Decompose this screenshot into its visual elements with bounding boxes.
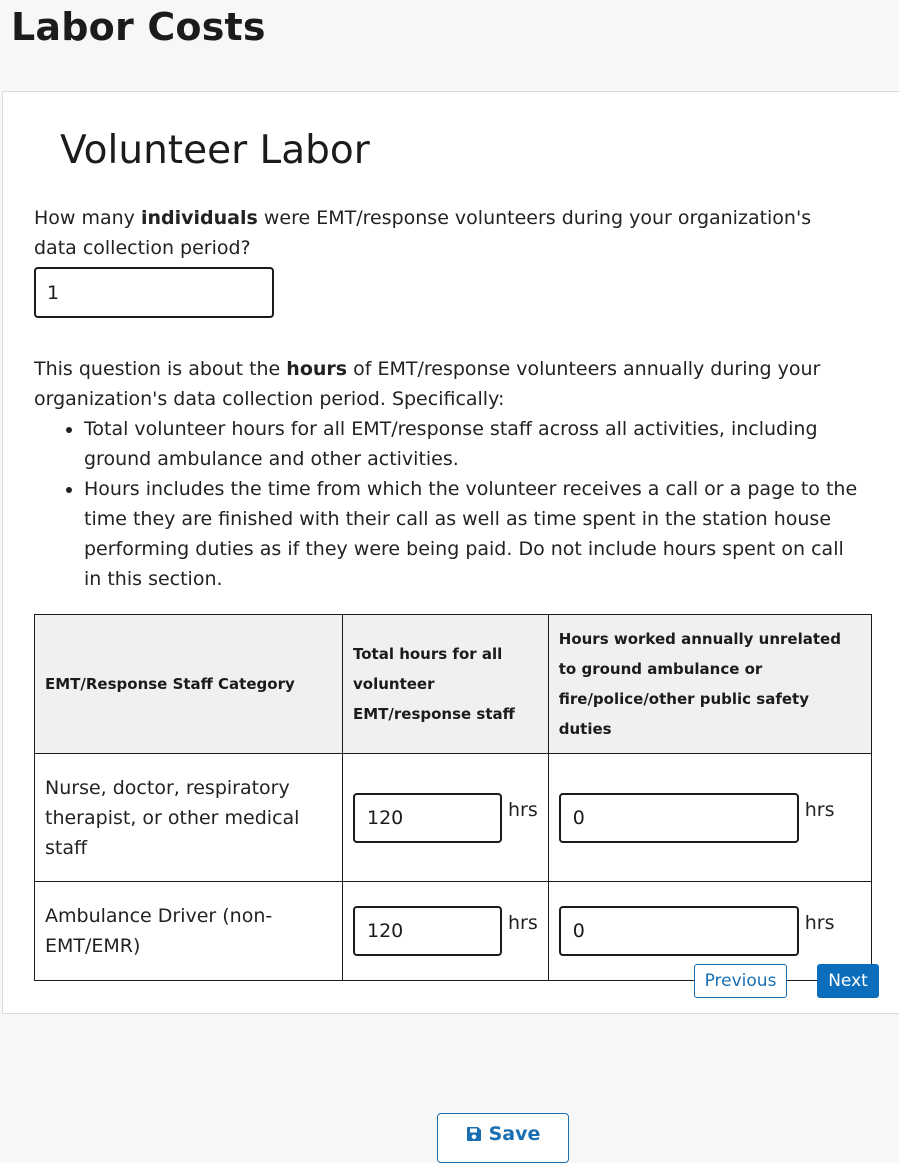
individuals-question: [34, 203, 854, 263]
q1-text-end: were EMT/response volunteers during your organization's data collection period?: [34, 207, 812, 259]
previous-button[interactable]: Previous: [694, 964, 787, 998]
section-title: Volunteer Labor: [60, 128, 370, 173]
q2-text-end: of EMT/response volunteers annually during your organization's data collection period. Specifically:: [34, 358, 821, 410]
unrelated-hours-cell: [548, 754, 871, 882]
page-title: Labor Costs: [11, 5, 266, 49]
header-total-hours: Total hours for all volunteer EMT/response staff: [343, 615, 549, 754]
table-header-row: [35, 615, 872, 754]
hrs-unit-label: hrs: [508, 798, 538, 821]
total-hours-input[interactable]: [353, 906, 502, 956]
staff-category-cell: Ambulance Driver (non-EMT/EMR): [35, 882, 343, 981]
staff-category-cell: Nurse, doctor, respiratory therapist, or other medical staff: [35, 754, 343, 882]
hrs-unit-label: hrs: [508, 912, 538, 934]
q1-emphasis: individuals: [140, 207, 258, 229]
q1-text-start: How many: [34, 207, 141, 229]
volunteer-labor-card: [2, 91, 899, 1014]
volunteer-hours-table: [34, 614, 872, 981]
floppy-disk-icon: [466, 1126, 482, 1142]
hours-bullet-list: [34, 414, 864, 594]
header-staff-category: EMT/Response Staff Category: [35, 615, 343, 754]
unrelated-hours-input[interactable]: [559, 793, 799, 843]
hours-question: [34, 354, 864, 594]
unrelated-hours-input[interactable]: [559, 906, 799, 956]
table-row: [35, 754, 872, 882]
hrs-unit-label: hrs: [804, 912, 835, 934]
hrs-unit-label: hrs: [804, 798, 835, 821]
individuals-count-input[interactable]: [34, 267, 274, 318]
bullet-item: • Total volunteer hours for all EMT/response staff across all activities, including ground ambulance and other activities.: [84, 414, 864, 474]
total-hours-cell: [343, 882, 549, 981]
total-hours-input[interactable]: [353, 793, 502, 843]
hours-question-intro: [34, 354, 864, 414]
total-hours-cell: [343, 754, 549, 882]
q2-emphasis: hours: [286, 358, 348, 380]
save-label: Save: [488, 1123, 541, 1145]
next-button[interactable]: Next: [817, 964, 879, 998]
bullet-item: • Hours includes the time from which the volunteer receives a call or a page to the time they are finished with their call as well as time spent in the station house performing duties as if they were being paid. Do not include hours spent on call in this section.: [84, 474, 864, 594]
q2-text-start: This question is about the: [34, 358, 287, 380]
header-unrelated-hours: Hours worked annually unrelated to ground ambulance or fire/police/other public safety duties: [548, 615, 871, 754]
